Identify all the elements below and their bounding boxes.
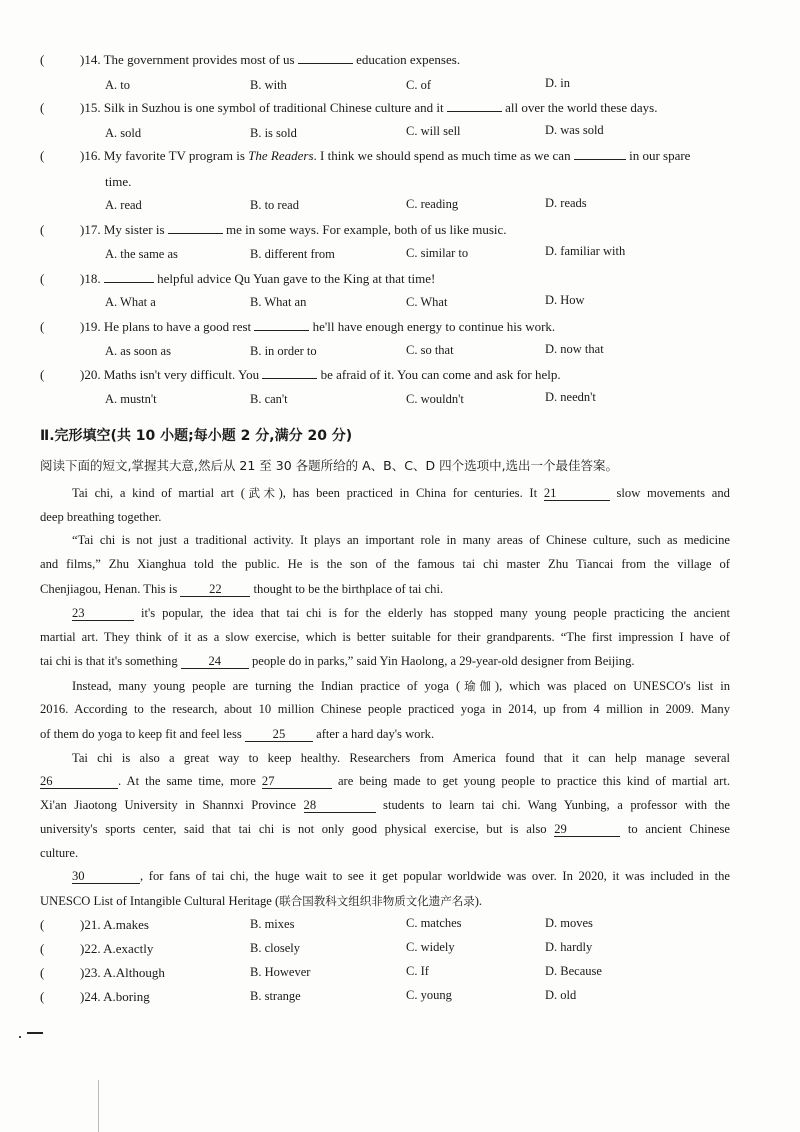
question-number: 22 <box>84 941 98 956</box>
option-a[interactable]: A.boring <box>103 989 150 1004</box>
blank-27: 27 <box>262 774 332 789</box>
option-b[interactable]: B. However <box>250 965 311 979</box>
program-title: The Readers <box>248 148 314 163</box>
blank-21: 21 <box>544 486 610 501</box>
passage-line: of them do yoga to keep fit and feel less 25 after a hard day's work. <box>40 727 435 741</box>
blank-25: 25 <box>245 727 313 742</box>
option-a[interactable]: A. as soon as <box>105 344 171 358</box>
blank-28: 28 <box>304 798 376 813</box>
option-b[interactable]: B. with <box>250 78 287 92</box>
option-c[interactable]: C. widely <box>406 940 455 954</box>
passage-line: 26 . At the same time, more 27 are being made to get young people to practice this kind of martial art. <box>40 774 730 788</box>
blank-24: 24 <box>181 654 249 669</box>
question-stem-end: helpful advice Qu Yuan gave to the King at that time! <box>157 271 436 286</box>
question-stem: My sister is <box>103 222 165 237</box>
option-d[interactable]: D. How <box>545 293 585 307</box>
passage-line: deep breathing together. <box>40 510 162 524</box>
answer-paren[interactable]: ( <box>40 917 45 932</box>
blank-30: 30 <box>72 869 140 884</box>
question-17: ( )17. My sister is me in some ways. For example, both of us like music. <box>40 222 507 237</box>
option-d[interactable]: D. Because <box>545 964 602 978</box>
question-stem: My favorite TV program is <box>103 148 245 163</box>
question-stem-end: he'll have enough energy to continue his work. <box>312 319 556 334</box>
answer-paren[interactable]: ( <box>40 965 45 980</box>
option-b[interactable]: B. in order to <box>250 344 317 358</box>
option-d[interactable]: D. needn't <box>545 390 596 404</box>
option-b[interactable]: B. can't <box>250 392 288 406</box>
option-c[interactable]: C. so that <box>406 343 454 357</box>
question-continuation: time. <box>105 174 132 189</box>
answer-paren[interactable]: ( <box>40 941 45 956</box>
question-24: ( )24. A.boring <box>40 989 150 1004</box>
answer-blank <box>168 222 223 234</box>
passage-line: Tai chi, a kind of martial art (武术), has been practiced in China for centuries. It 21 slow movements and <box>72 486 730 500</box>
question-14: ( )14. The government provides most of us education expenses. <box>40 52 461 67</box>
passage-line: “Tai chi is not just a traditional activity. It plays an important role in many areas of Chinese culture, such as medicine <box>72 533 730 547</box>
option-c[interactable]: C. wouldn't <box>406 392 464 406</box>
passage-line: martial art. They think of it as a slow exercise, which is better suitable for their grandparents. “The first impression I have of <box>40 630 730 644</box>
question-number: 14 <box>84 52 98 67</box>
option-d[interactable]: D. in <box>545 76 570 90</box>
option-b[interactable]: B. to read <box>250 198 299 212</box>
answer-blank <box>447 100 502 112</box>
passage-line: university's sports center, said that tai chi is not only good physical exercise, but is also 29 to ancient Chinese <box>40 822 731 836</box>
option-a[interactable]: A.exactly <box>103 941 154 956</box>
question-number: 17 <box>84 222 98 237</box>
passage-line: 2016. According to the research, about 10 million Chinese people practiced yoga in 2014, up from 4 million in 2009. Many <box>40 702 730 716</box>
option-d[interactable]: D. was sold <box>545 123 604 137</box>
question-number: 15 <box>84 100 98 115</box>
option-c[interactable]: C. If <box>406 964 429 978</box>
option-d[interactable]: D. moves <box>545 916 593 930</box>
answer-blank <box>262 367 317 379</box>
answer-paren[interactable]: ( <box>40 100 45 115</box>
passage-line: Xi'an Jiaotong University in Shannxi Province 28 students to learn tai chi. Wang Yunbing, a professor with the <box>40 798 730 812</box>
option-a[interactable]: A. the same as <box>105 247 178 261</box>
question-stem-end: in our spare <box>629 148 691 163</box>
section-instruction: 阅读下面的短文,掌握其大意,然后从 21 至 30 各题所给的 A、B、C、D 四个选项中,选出一个最佳答案。 <box>40 458 619 473</box>
option-c[interactable]: C. matches <box>406 916 462 930</box>
answer-paren[interactable]: ( <box>40 222 45 237</box>
question-stem-mid: . I think we should spend as much time as we can <box>313 148 571 163</box>
question-stem: He plans to have a good rest <box>103 319 252 334</box>
answer-paren[interactable]: ( <box>40 989 45 1004</box>
question-stem: Silk in Suzhou is one symbol of traditional Chinese culture and it <box>103 100 444 115</box>
answer-paren[interactable]: ( <box>40 271 45 286</box>
passage-line: Tai chi is also a great way to keep healthy. Researchers from America found that it can help manage several <box>72 751 730 765</box>
question-19: ( )19. He plans to have a good rest he'll have enough energy to continue his work. <box>40 319 556 334</box>
question-18: ( )18. helpful advice Qu Yuan gave to the King at that time! <box>40 271 436 286</box>
answer-paren[interactable]: ( <box>40 52 45 67</box>
answer-paren[interactable]: ( <box>40 367 45 382</box>
question-15: ( )15. Silk in Suzhou is one symbol of traditional Chinese culture and it all over the world these days. <box>40 100 658 115</box>
option-a[interactable]: A.Although <box>103 965 165 980</box>
question-stem-end: be afraid of it. You can come and ask for help. <box>320 367 561 382</box>
question-20: ( )20. Maths isn't very difficult. You be afraid of it. You can come and ask for help. <box>40 367 561 382</box>
option-d[interactable]: D. familiar with <box>545 244 626 258</box>
scan-mark-dot <box>19 1036 21 1038</box>
option-a[interactable]: A. read <box>105 198 142 212</box>
passage-line: and films,” Zhu Xianghua told the public. He is the son of the famous tai chi master Zhu Tiancai from the village of <box>40 557 730 571</box>
question-21: ( )21. A.makes <box>40 917 149 932</box>
passage-line: UNESCO List of Intangible Cultural Heritage (联合国教科文组织非物质文化遗产名录). <box>40 894 483 908</box>
option-c[interactable]: C. of <box>406 78 431 92</box>
option-b[interactable]: B. is sold <box>250 126 297 140</box>
blank-22: 22 <box>180 582 250 597</box>
option-a[interactable]: A. to <box>105 78 130 92</box>
option-d[interactable]: D. old <box>545 988 577 1002</box>
option-d[interactable]: D. hardly <box>545 940 593 954</box>
option-d[interactable]: D. reads <box>545 196 587 210</box>
option-b[interactable]: B. different from <box>250 247 335 261</box>
question-stem-end: me in some ways. For example, both of us like music. <box>226 222 507 237</box>
question-stem-end: all over the world these days. <box>505 100 658 115</box>
passage-line: Chenjiagou, Henan. This is 22 thought to be the birthplace of tai chi. <box>40 582 444 596</box>
option-a[interactable]: A. mustn't <box>105 392 157 406</box>
option-d[interactable]: D. now that <box>545 342 604 356</box>
blank-23: 23 <box>72 606 134 621</box>
question-number: 21 <box>84 917 98 932</box>
blank-29: 29 <box>554 822 620 837</box>
question-number: 23 <box>84 965 98 980</box>
option-c[interactable]: C. will sell <box>406 124 461 138</box>
question-stem: The government provides most of us <box>103 52 295 67</box>
passage-line: 30 , for fans of tai chi, the huge wait to see it get popular worldwide was over. In 2020, it was included in the <box>72 869 730 883</box>
section-title: Ⅱ.完形填空(共 10 小题;每小题 2 分,满分 20 分) <box>40 428 353 444</box>
answer-paren[interactable]: ( <box>40 319 45 334</box>
option-c[interactable]: C. young <box>406 988 452 1002</box>
question-stem-end: education expenses. <box>356 52 461 67</box>
option-a[interactable]: A. sold <box>105 126 142 140</box>
option-b[interactable]: B. strange <box>250 989 301 1003</box>
passage-line: Instead, many young people are turning the Indian practice of yoga (瑜伽), which was placed on UNESCO's list in <box>72 679 730 693</box>
answer-blank <box>104 271 154 283</box>
option-b[interactable]: B. What an <box>250 295 307 309</box>
option-a[interactable]: A.makes <box>103 917 149 932</box>
blank-26: 26 <box>40 774 118 789</box>
option-b[interactable]: B. closely <box>250 941 300 955</box>
question-23: ( )23. A.Although <box>40 965 165 980</box>
scan-mark-dash <box>27 1032 43 1034</box>
answer-blank <box>574 148 626 160</box>
passage-line: tai chi is that it's something 24 people do in parks,” said Yin Haolong, a 29-year-old designer from Beijing. <box>40 654 635 668</box>
option-c[interactable]: C. similar to <box>406 246 469 260</box>
question-stem: Maths isn't very difficult. You <box>103 367 260 382</box>
option-c[interactable]: C. reading <box>406 197 459 211</box>
option-c[interactable]: C. What <box>406 295 448 309</box>
question-22: ( )22. A.exactly <box>40 941 154 956</box>
scan-fold-line <box>98 1080 99 1132</box>
question-number: 18 <box>84 271 98 286</box>
answer-blank <box>298 52 353 64</box>
question-16: ( )16. My favorite TV program is The Readers. I think we should spend as much time as we can in our spare <box>40 148 691 163</box>
option-a[interactable]: A. What a <box>105 295 156 309</box>
passage-line: culture. <box>40 846 79 860</box>
question-number: 19 <box>84 319 98 334</box>
passage-line: 23 it's popular, the idea that tai chi is for the elderly has stopped many young people practicing the ancient <box>72 606 730 620</box>
question-number: 24 <box>84 989 98 1004</box>
answer-paren[interactable]: ( <box>40 148 45 163</box>
question-number: 20 <box>84 367 98 382</box>
answer-blank <box>254 319 309 331</box>
question-number: 16 <box>84 148 98 163</box>
option-b[interactable]: B. mixes <box>250 917 295 931</box>
